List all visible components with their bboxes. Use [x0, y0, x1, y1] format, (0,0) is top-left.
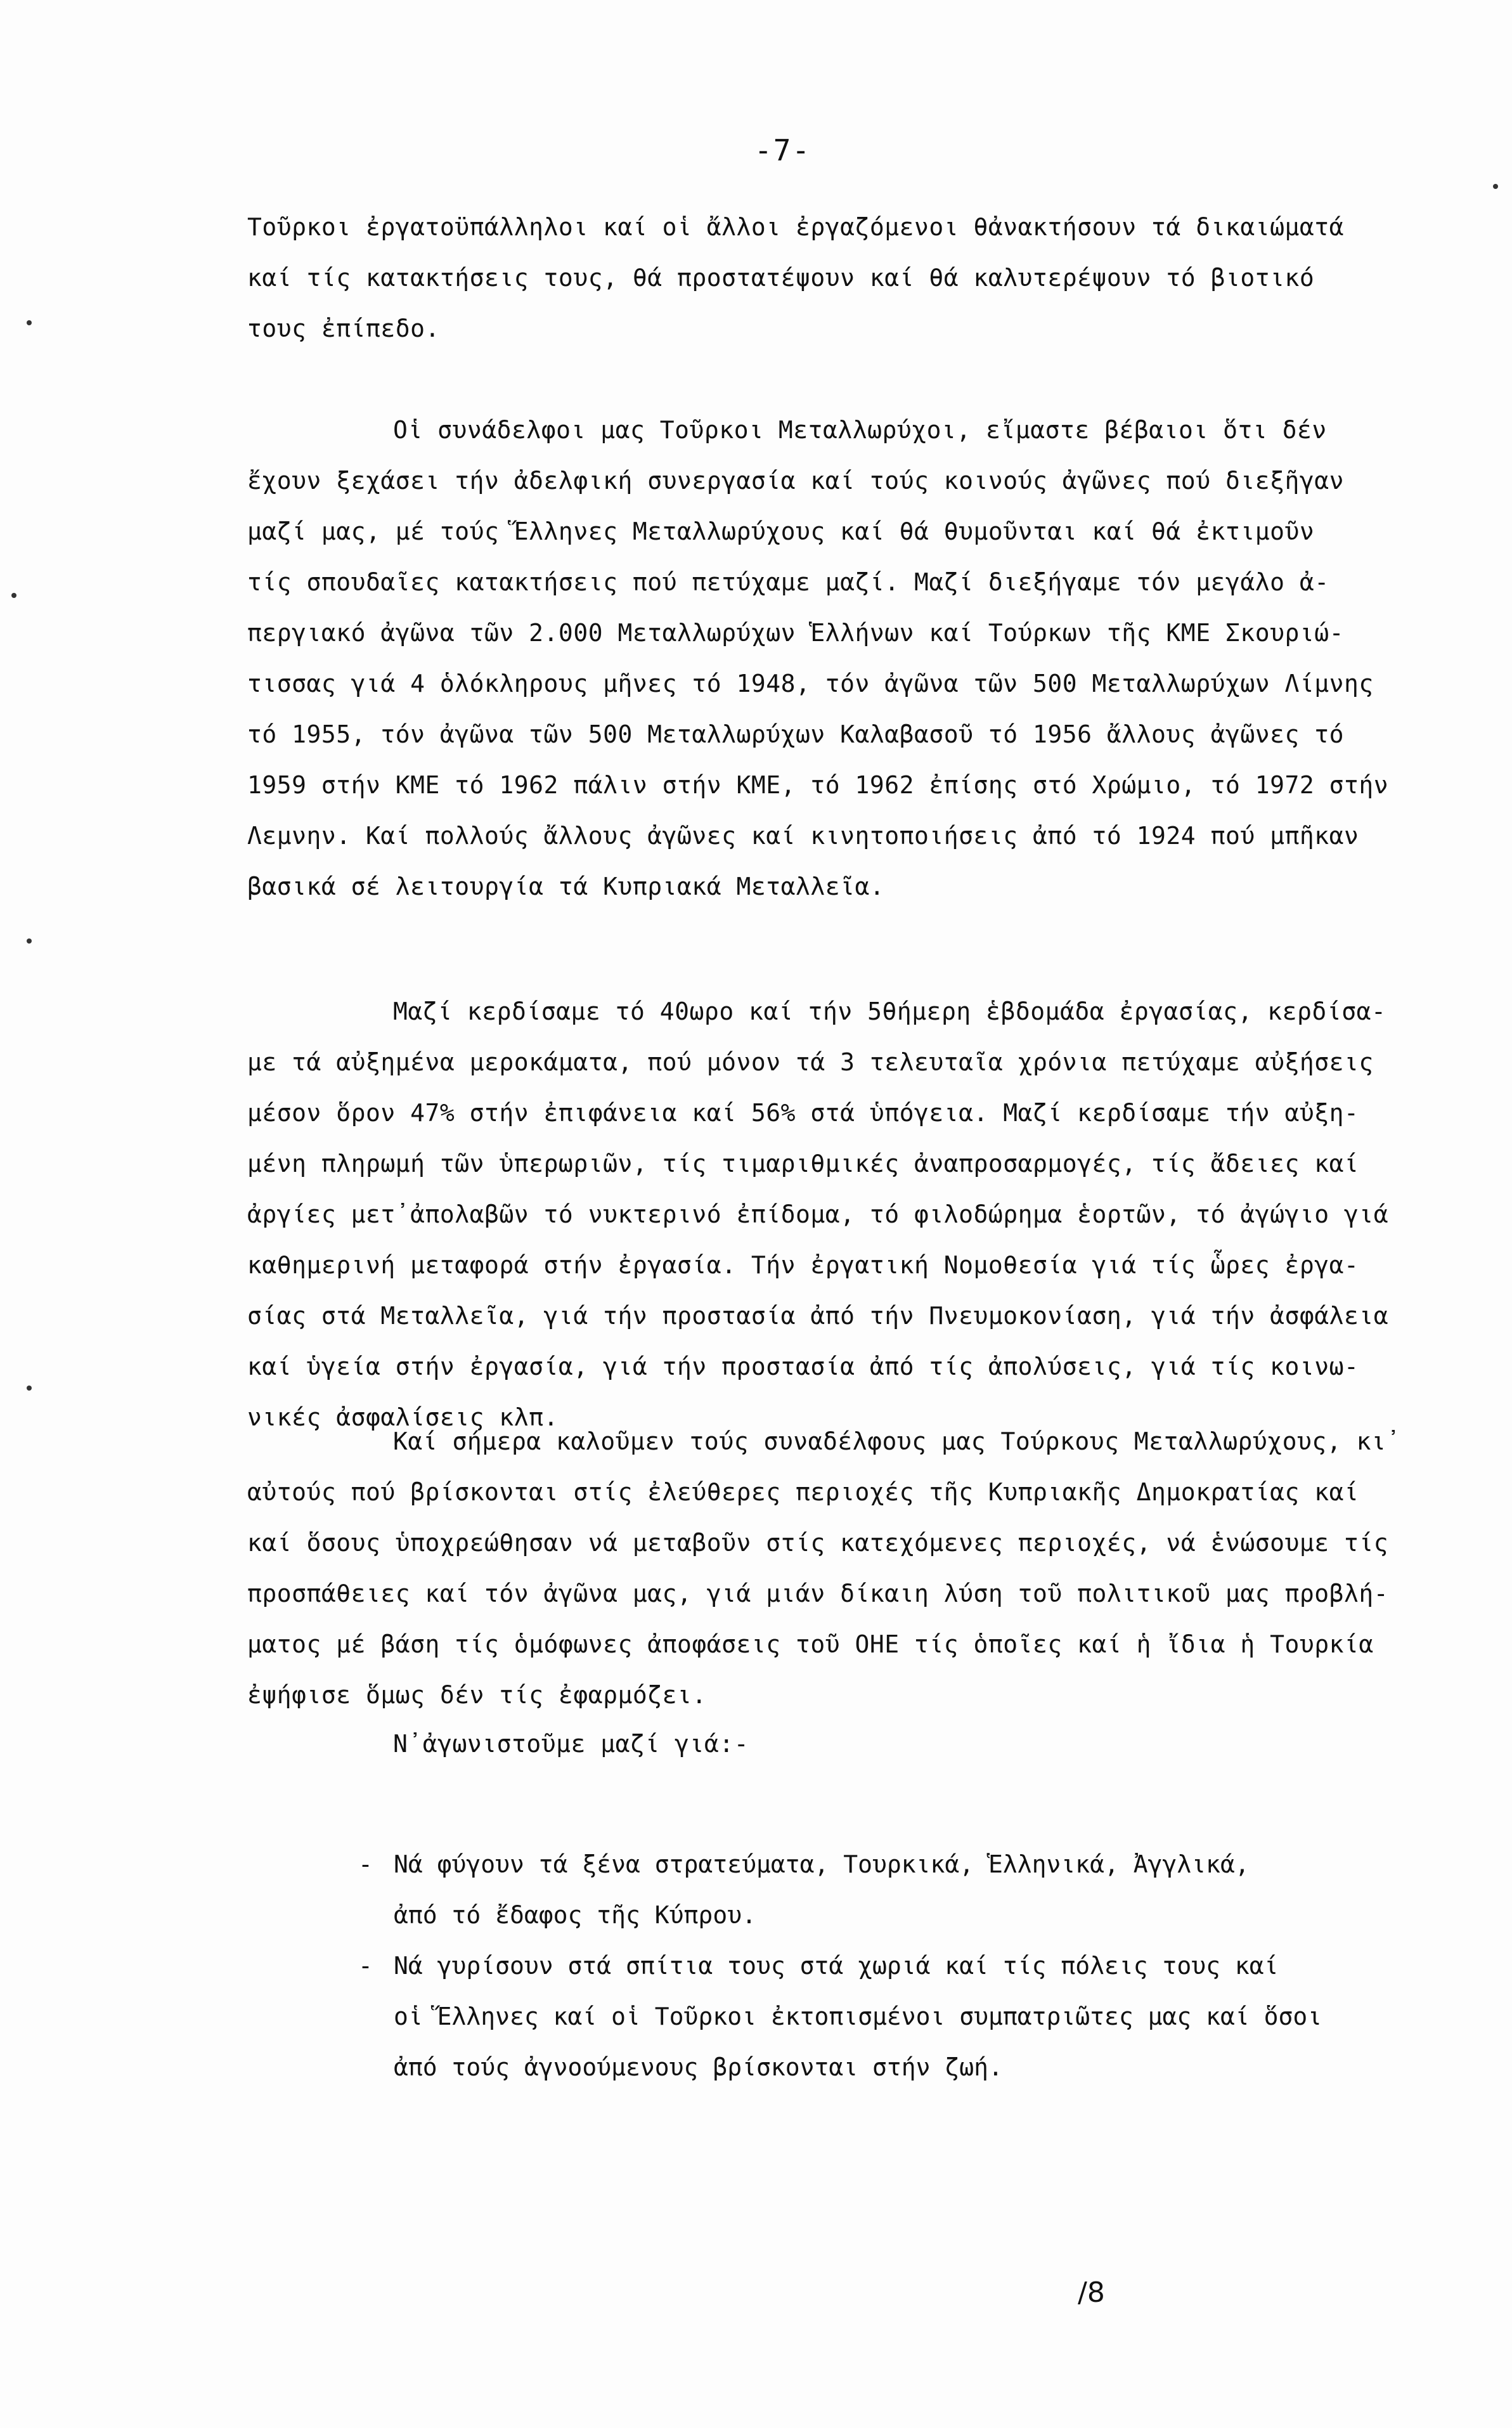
text-line: ἀργίες μετ᾽ἀπολαβῶν τό νυκτερινό ἐπίδομα, τό φιλοδώρημα ἑορτῶν, τό ἀγώγιο γιά: [247, 1200, 1389, 1228]
text-line: βασικά σέ λειτουργία τά Κυπριακά Μεταλλεῖα.: [247, 873, 885, 900]
text-line: καί τίς κατακτήσεις τους, θά προστατέψουν καί θά καλυτερέψουν τό βιοτικό: [247, 264, 1315, 292]
list-item: [247, 1839, 1439, 1940]
scan-speck: [27, 938, 32, 944]
text-line: καί ὅσους ὑποχρεώθησαν νά μεταβοῦν στίς κατεχόμενες περιοχές, νά ἑνώσουμε τίς: [247, 1529, 1389, 1557]
paragraph-2: [247, 405, 1439, 912]
text-line: ματος μέ βάση τίς ὁμόφωνες ἀποφάσεις τοῦ ΟΗΕ τίς ὁποῖες καί ἡ ἴδια ἡ Τουρκία: [247, 1630, 1374, 1658]
text-line: ἀπό τούς ἀγνοούμενους βρίσκονται στήν ζωή.: [394, 2053, 1003, 2081]
page-number: -7-: [754, 133, 811, 167]
list-bullet: -: [358, 1850, 373, 1878]
text-line: οἱ Ἕλληνες καί οἱ Τοῦρκοι ἐκτοπισμένοι συμπατριῶτες μας καί ὅσοι: [394, 2003, 1322, 2030]
text-line: μέσον ὅρον 47% στήν ἐπιφάνεια καί 56% στά ὑπόγεια. Μαζί κερδίσαμε τήν αὐξη-: [247, 1099, 1359, 1127]
text-line: νικές ἀσφαλίσεις κλπ.: [247, 1403, 559, 1431]
text-line: ἀπό τό ἔδαφος τῆς Κύπρου.: [394, 1901, 756, 1929]
paragraph-1: [247, 202, 1439, 354]
text-line: περγιακό ἀγῶνα τῶν 2.000 Μεταλλωρύχων Ἑλλήνων καί Τούρκων τῆς ΚΜΕ Σκουριώ-: [247, 619, 1344, 647]
text-line: ἐψήφισε ὅμως δέν τίς ἐφαρμόζει.: [247, 1681, 707, 1709]
text-line: τους ἐπίπεδο.: [247, 315, 440, 342]
text-line: Τοῦρκοι ἐργατοϋπάλληλοι καί οἱ ἄλλοι ἐργαζόμενοι θἀνακτήσουν τά δικαιώματά: [247, 213, 1344, 241]
text-line: καθημερινή μεταφορά στήν ἐργασία. Τήν ἐργατική Νομοθεσία γιά τίς ὧρες ἐργα-: [247, 1251, 1359, 1279]
list-item: [247, 1940, 1439, 2093]
text-line: σίας στά Μεταλλεῖα, γιά τήν προστασία ἀπό τήν Πνευμοκονίαση, γιά τήν ἀσφάλεια: [247, 1302, 1389, 1330]
paragraph-4: [247, 1416, 1439, 1720]
text-line: τό 1955, τόν ἀγῶνα τῶν 500 Μεταλλωρύχων Καλαβασοῦ τό 1956 ἄλλους ἀγῶνες τό: [247, 720, 1344, 748]
text-line: ἔχουν ξεχάσει τήν ἀδελφική συνεργασία καί τούς κοινούς ἀγῶνες πού διεξῆγαν: [247, 467, 1344, 495]
paragraph-5: [247, 1718, 1439, 1769]
text-line: προσπάθειες καί τόν ἀγῶνα μας, γιά μιάν δίκαιη λύση τοῦ πολιτικοῦ μας προβλή-: [247, 1580, 1389, 1607]
list-intro: Ν᾽ἀγωνιστοῦμε μαζί γιά:-: [393, 1730, 749, 1758]
text-line: Οἱ συνάδελφοι μας Τοῦρκοι Μεταλλωρύχοι, εἴμαστε βέβαιοι ὅτι δέν: [393, 416, 1327, 444]
text-line: μαζί μας, μέ τούς Ἕλληνες Μεταλλωρύχους καί θά θυμοῦνται καί θά ἐκτιμοῦν: [247, 517, 1315, 545]
demands-list: [247, 1839, 1439, 2093]
text-line: αὐτούς πού βρίσκονται στίς ἐλεύθερες περιοχές τῆς Κυπριακῆς Δημοκρατίας καί: [247, 1478, 1359, 1506]
text-line: Νά γυρίσουν στά σπίτια τους στά χωριά καί τίς πόλεις τους καί: [394, 1952, 1279, 1980]
text-line: μένη πληρωμή τῶν ὑπερωριῶν, τίς τιμαριθμικές ἀναπροσαρμογές, τίς ἄδειες καί: [247, 1150, 1359, 1178]
text-line: 1959 στήν ΚΜΕ τό 1962 πάλιν στήν ΚΜΕ, τό 1962 ἐπίσης στό Χρώμιο, τό 1972 στήν: [247, 771, 1389, 799]
text-line: τίς σπουδαῖες κατακτήσεις πού πετύχαμε μαζί. Μαζί διεξήγαμε τόν μεγάλο ἀ-: [247, 568, 1329, 596]
text-line: καί ὑγεία στήν ἐργασία, γιά τήν προστασία ἀπό τίς ἀπολύσεις, γιά τίς κοινω-: [247, 1353, 1359, 1380]
list-bullet: -: [358, 1952, 373, 1980]
text-line: Μαζί κερδίσαμε τό 40ωρο καί τήν 5θήμερη ἑβδομάδα ἐργασίας, κερδίσα-: [393, 997, 1386, 1025]
text-line: Λεμνην. Καί πολλούς ἄλλους ἀγῶνες καί κινητοποιήσεις ἀπό τό 1924 πού μπῆκαν: [247, 822, 1359, 850]
paragraph-3: [247, 986, 1439, 1443]
text-line: τισσας γιά 4 ὁλόκληρους μῆνες τό 1948, τόν ἀγῶνα τῶν 500 Μεταλλωρύχων Λίμνης: [247, 670, 1374, 698]
scan-speck: [1493, 184, 1498, 189]
scan-speck: [11, 593, 16, 598]
scan-speck: [27, 1386, 32, 1391]
text-line: Νά φύγουν τά ξένα στρατεύματα, Τουρκικά, Ἑλληνικά, Ἀγγλικά,: [394, 1850, 1250, 1878]
text-line: Καί σήμερα καλοῦμεν τούς συναδέλφους μας Τούρκους Μεταλλωρύχους, κι᾽: [393, 1427, 1401, 1455]
scan-speck: [27, 320, 32, 325]
text-line: με τά αὐξημένα μεροκάματα, πού μόνον τά 3 τελευταῖα χρόνια πετύχαμε αὐξήσεις: [247, 1048, 1374, 1076]
continuation-mark: /8: [1078, 2276, 1105, 2309]
